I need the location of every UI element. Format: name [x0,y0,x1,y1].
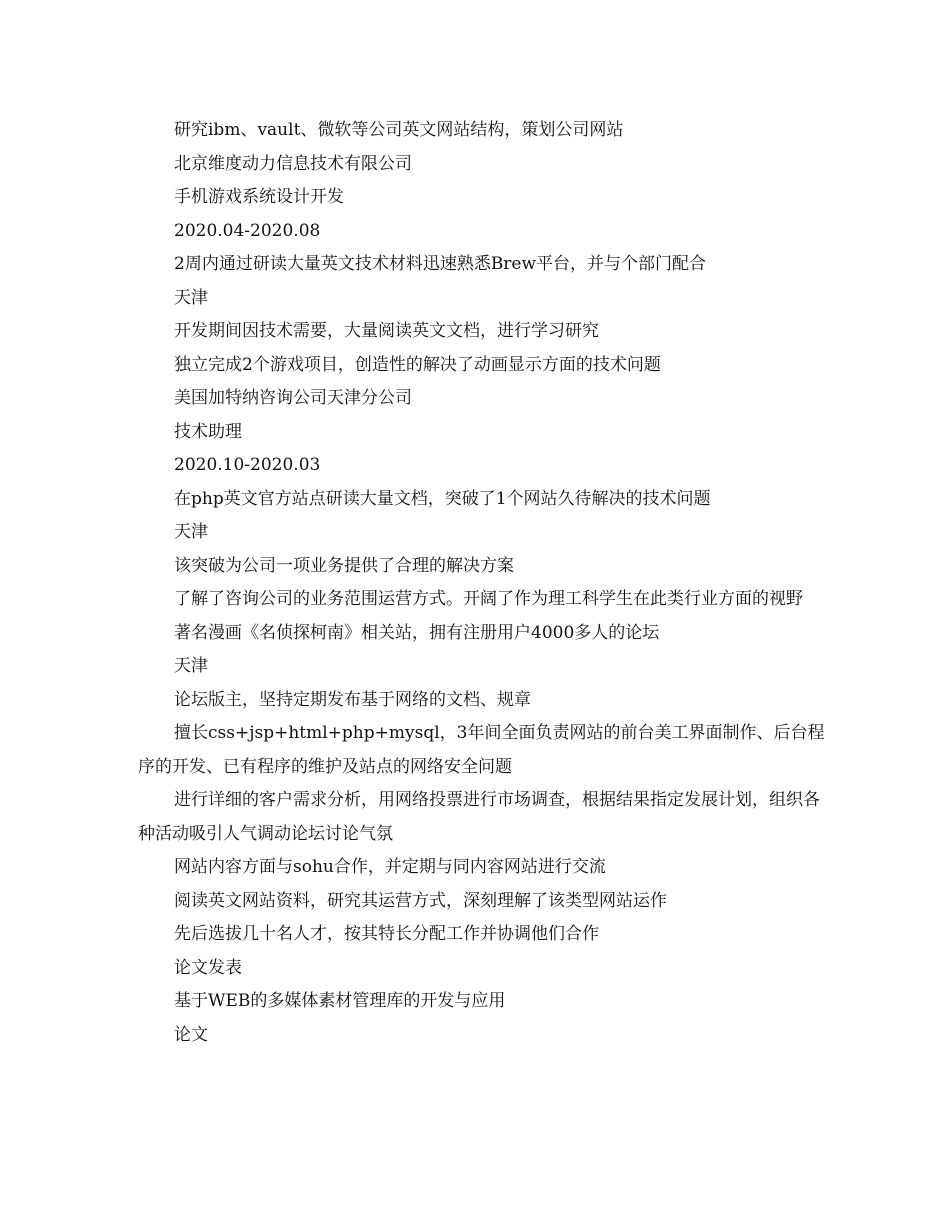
paragraph: 2周内通过研读大量英文技术材料迅速熟悉Brew平台，并与个部门配合 [174,254,707,274]
paragraph: 2020.04-2020.08 [174,220,321,241]
paragraph: 论文 [174,1024,208,1045]
section-heading: 论文发表 [174,957,242,978]
paragraph: 先后选拔几十名人才，按其特长分配工作并协调他们合作 [174,924,599,944]
paragraph: 进行详细的客户需求分析，用网络投票进行市场调查，根据结果指定发展计划，组织各种活动吸引人气调动论坛讨论气氛 [138,790,820,844]
paragraph: 在php英文官方站点研读大量文档，突破了1个网站久待解决的技术问题 [174,488,711,509]
paragraph: 2020.10-2020.03 [174,455,321,475]
paragraph: 网站内容方面与sohu合作，并定期与同内容网站进行交流 [174,857,606,877]
paragraph: 天津 [174,656,208,676]
paragraph: 天津 [174,522,208,542]
paragraph: 论坛版主，坚持定期发布基于网络的文档、规章 [174,689,531,710]
paragraph: 美国加特纳咨询公司天津分公司 [174,388,412,408]
paragraph: 阅读英文网站资料，研究其运营方式，深刻理解了该类型网站运作 [174,890,667,911]
paragraph: 基于WEB的多媒体素材管理库的开发与应用 [174,991,506,1011]
paragraph: 技术助理 [174,421,242,442]
paragraph: 天津 [174,287,208,308]
paragraph: 该突破为公司一项业务提供了合理的解决方案 [174,555,514,576]
paragraph: 手机游戏系统设计开发 [174,187,344,207]
paragraph: 开发期间因技术需要，大量阅读英文文档，进行学习研究 [174,321,599,341]
paragraph: 独立完成2个游戏项目，创造性的解决了动画显示方面的技术问题 [174,354,661,375]
paragraph: 了解了咨询公司的业务范围运营方式。开阔了作为理工科学生在此类行业方面的视野 [174,589,803,609]
paragraph: 北京维度动力信息技术有限公司 [174,153,412,174]
paragraph: 著名漫画《名侦探柯南》相关站，拥有注册用户4000多人的论坛 [174,622,660,643]
document-body [138,114,828,1052]
paragraph: 研究ibm、vault、微软等公司英文网站结构，策划公司网站 [174,120,624,140]
paragraph: 擅长css+jsp+html+php+mysql，3年间全面负责网站的前台美工界面制作、后台程序的开发、已有程序的维护及站点的网络安全问题 [138,723,825,777]
